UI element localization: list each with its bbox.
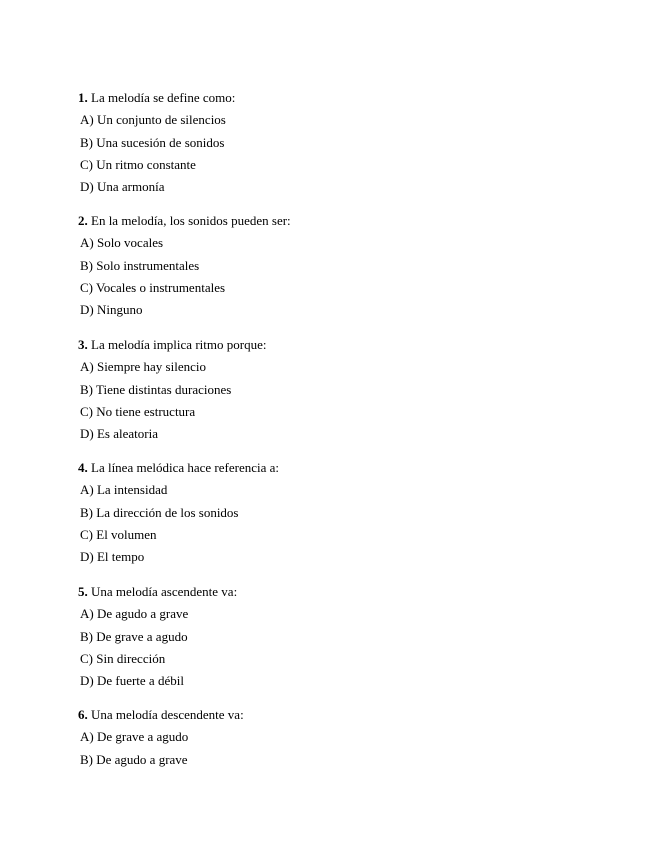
option-a: A) De grave a agudo	[80, 729, 189, 745]
option-a: A) Siempre hay silencio	[80, 359, 206, 375]
question-5	[78, 584, 618, 689]
option-d: D) El tempo	[80, 549, 145, 565]
question-text: La línea melódica hace referencia a:	[87, 460, 280, 475]
question-5-stem	[78, 584, 618, 600]
option-b: B) Tiene distintas duraciones	[80, 381, 232, 397]
question-2-stem	[78, 213, 618, 229]
option-c: C) No tiene estructura	[80, 403, 196, 419]
question-number: 3.	[78, 337, 88, 352]
option-a: A) De agudo a grave	[80, 606, 189, 622]
question-number: 2.	[78, 213, 88, 228]
question-text: Una melodía descendente va:	[87, 707, 244, 722]
option-b: B) De grave a agudo	[80, 628, 188, 644]
option-d: D) Es aleatoria	[80, 426, 158, 442]
option-c: C) Un ritmo constante	[80, 156, 196, 172]
option-b: B) De agudo a grave	[80, 751, 188, 767]
option-a: A) Un conjunto de silencios	[80, 112, 226, 128]
option-a: A) Solo vocales	[80, 235, 164, 251]
question-4-stem	[78, 460, 618, 476]
option-d: D) De fuerte a débil	[80, 673, 184, 689]
option-c: C) Vocales o instrumentales	[80, 279, 226, 295]
question-6-stem	[78, 707, 618, 723]
option-a: A) La intensidad	[80, 482, 168, 498]
question-text: La melodía implica ritmo porque:	[87, 337, 267, 352]
option-b: B) Una sucesión de sonidos	[80, 134, 225, 150]
question-2	[78, 213, 618, 318]
question-text: Una melodía ascendente va:	[87, 584, 238, 599]
question-3	[78, 337, 618, 442]
question-number: 4.	[78, 460, 88, 475]
question-number: 5.	[78, 584, 88, 599]
question-number: 1.	[78, 90, 88, 105]
question-1-stem	[78, 90, 618, 106]
question-3-stem	[78, 337, 618, 353]
option-c: C) Sin dirección	[80, 650, 166, 666]
option-c: C) El volumen	[80, 526, 157, 542]
question-number: 6.	[78, 707, 88, 722]
question-text: La melodía se define como:	[87, 90, 236, 105]
option-d: D) Ninguno	[80, 302, 143, 318]
question-1	[78, 90, 618, 195]
option-b: B) La dirección de los sonidos	[80, 504, 239, 520]
question-text: En la melodía, los sonidos pueden ser:	[87, 213, 291, 228]
question-4	[78, 460, 618, 565]
question-6	[78, 707, 618, 768]
option-b: B) Solo instrumentales	[80, 257, 200, 273]
option-d: D) Una armonía	[80, 179, 165, 195]
